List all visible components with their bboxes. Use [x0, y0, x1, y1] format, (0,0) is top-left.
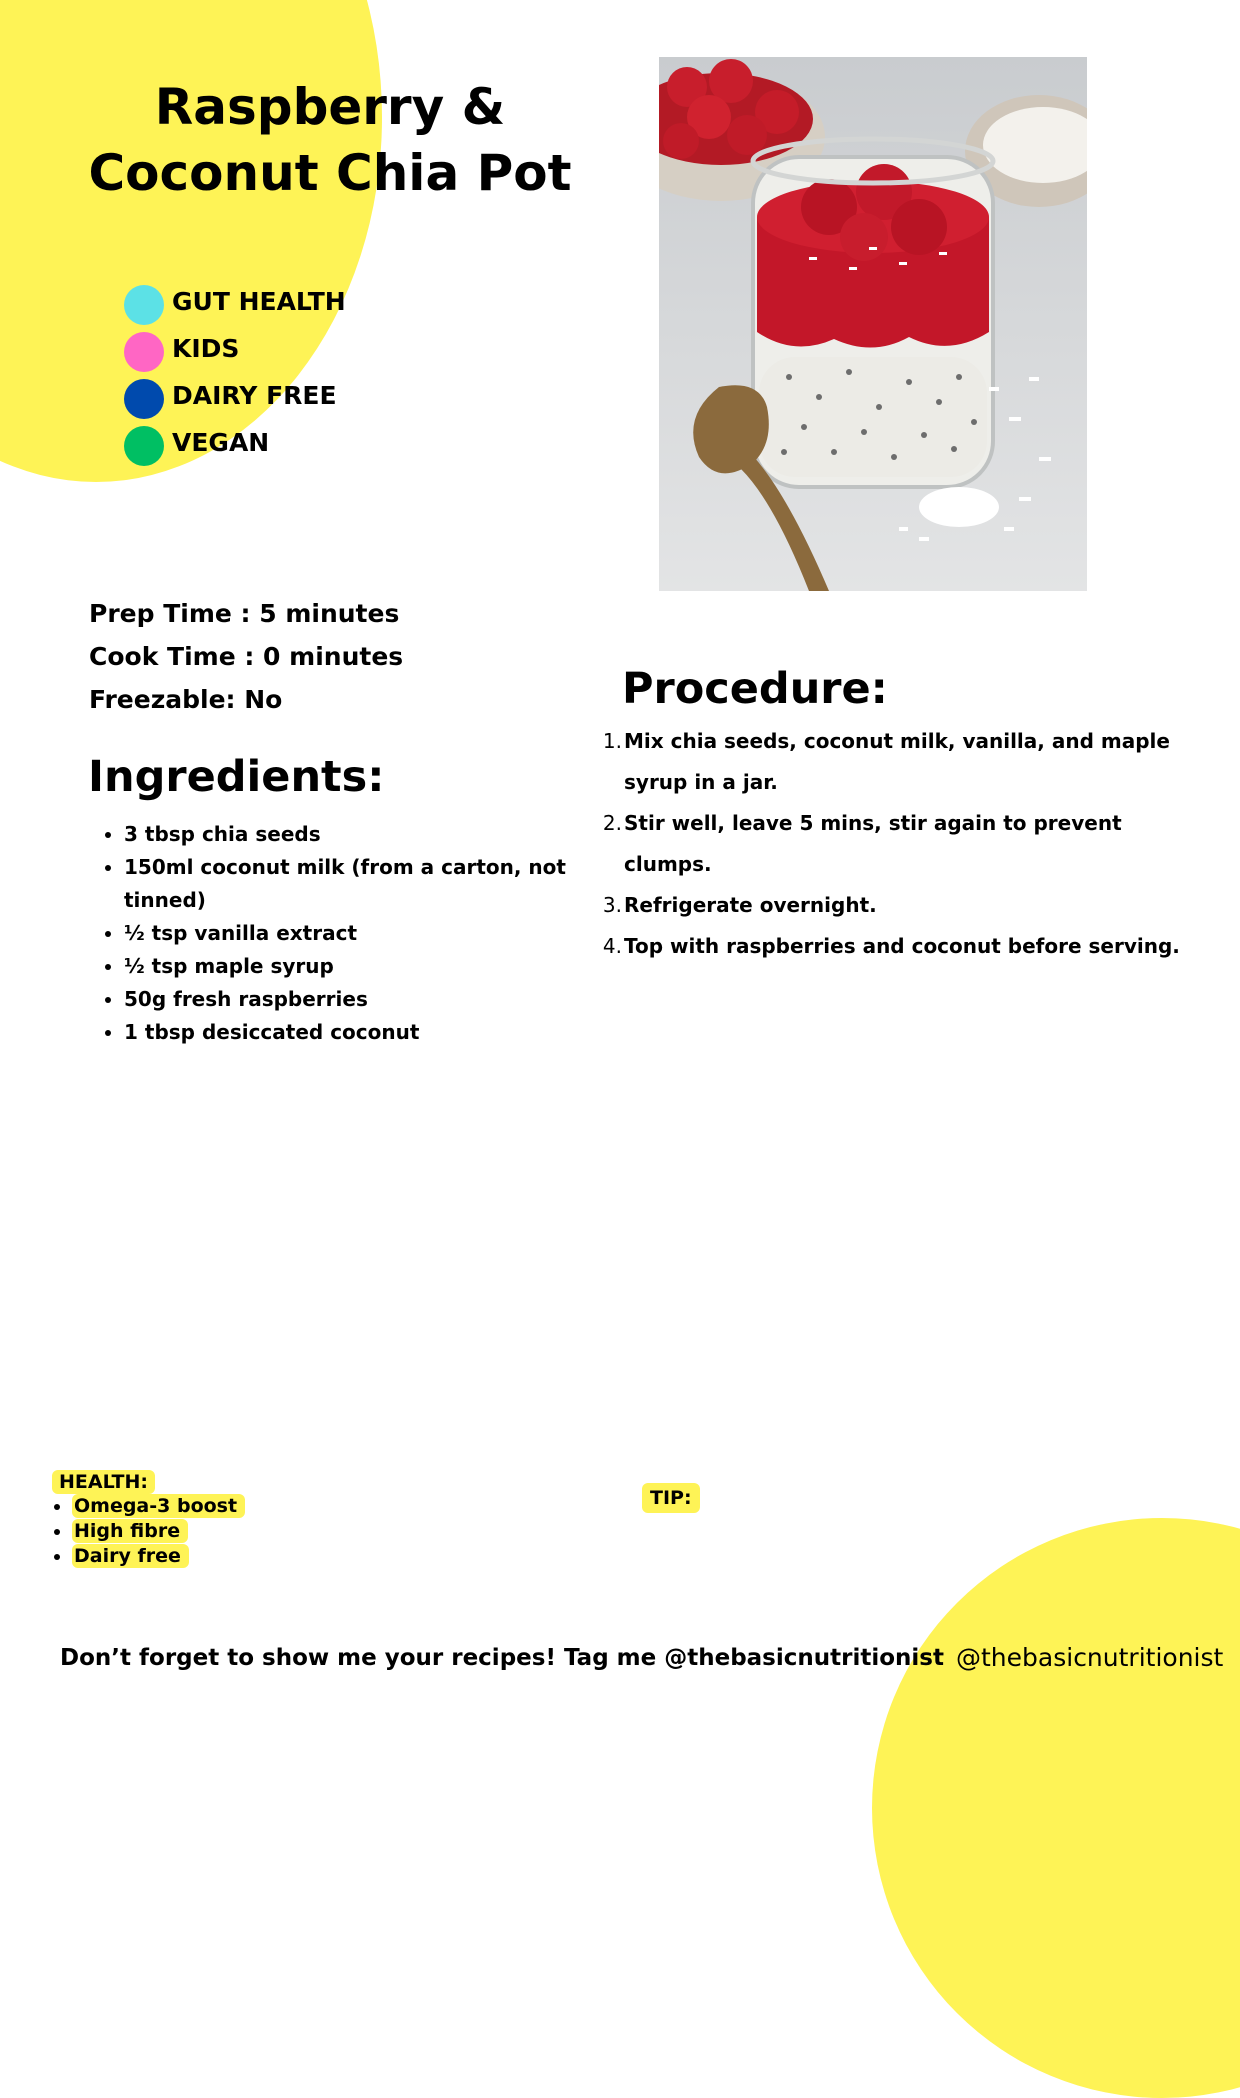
- blue-dot-icon: [124, 379, 164, 419]
- step-text: Stir well, leave 5 mins, stir again to prevent clumps.: [624, 811, 1122, 876]
- decorative-yellow-circle-bottom: [872, 1518, 1240, 2098]
- ingredient-item: • 150ml coconut milk (from a carton, not tinned): [124, 851, 594, 917]
- cyan-dot-icon: [124, 285, 164, 325]
- tag-label: VEGAN: [172, 428, 270, 457]
- tip-box: [642, 1483, 700, 1513]
- ingredients-heading: Ingredients:: [88, 752, 385, 802]
- health-item: [72, 1494, 245, 1519]
- health-item-text: Dairy free: [72, 1544, 189, 1568]
- ingredient-item: • 3 tbsp chia seeds: [124, 818, 594, 851]
- ingredient-item: • ½ tsp maple syrup: [124, 950, 594, 983]
- procedure-list: [602, 721, 1214, 967]
- health-item: [72, 1544, 245, 1569]
- procedure-step: [602, 926, 1214, 967]
- green-dot-icon: [124, 426, 164, 466]
- health-item-text: High fibre: [72, 1519, 188, 1543]
- tag-label: KIDS: [172, 334, 240, 363]
- health-item-text: Omega-3 boost: [72, 1494, 245, 1518]
- step-text: Refrigerate overnight.: [624, 893, 877, 917]
- recipe-title: [60, 74, 600, 206]
- cook-time: Cook Time : 0 minutes: [89, 642, 404, 671]
- title-line-2: Coconut Chia Pot: [88, 144, 572, 202]
- procedure-step: [602, 885, 1214, 926]
- procedure-step: [602, 803, 1214, 885]
- step-number: 2.: [602, 811, 622, 835]
- recipe-meta: [89, 592, 403, 721]
- tag-label: GUT HEALTH: [172, 287, 346, 316]
- step-number: 3.: [602, 893, 622, 917]
- step-number: 4.: [602, 934, 622, 958]
- health-list: [52, 1494, 245, 1569]
- health-heading: HEALTH:: [52, 1470, 155, 1494]
- health-item: [72, 1519, 245, 1544]
- chia-pot-illustration: [659, 57, 1087, 591]
- step-text: Top with raspberries and coconut before serving.: [624, 934, 1180, 958]
- procedure-heading: Procedure:: [622, 664, 888, 714]
- tag-label: DAIRY FREE: [172, 381, 337, 410]
- ingredient-item: • 1 tbsp desiccated coconut: [124, 1016, 594, 1049]
- step-number: 1.: [602, 729, 622, 753]
- step-text: Mix chia seeds, coconut milk, vanilla, and maple syrup in a jar.: [624, 729, 1170, 794]
- title-line-1: Raspberry &: [154, 78, 506, 136]
- prep-time: Prep Time : 5 minutes: [89, 599, 400, 628]
- tip-heading: TIP:: [642, 1483, 700, 1513]
- procedure-step: [602, 721, 1214, 803]
- social-handle: @thebasicnutritionist: [956, 1643, 1224, 1672]
- footer-cta: Don’t forget to show me your recipes! Tag me @thebasicnutritionist: [60, 1645, 944, 1671]
- ingredient-item: • ½ tsp vanilla extract: [124, 917, 594, 950]
- pink-dot-icon: [124, 332, 164, 372]
- recipe-photo: [659, 57, 1087, 591]
- ingredients-list: [88, 818, 594, 1049]
- freezable: Freezable: No: [89, 685, 283, 714]
- ingredient-item: • 50g fresh raspberries: [124, 983, 594, 1016]
- health-box: [52, 1470, 245, 1569]
